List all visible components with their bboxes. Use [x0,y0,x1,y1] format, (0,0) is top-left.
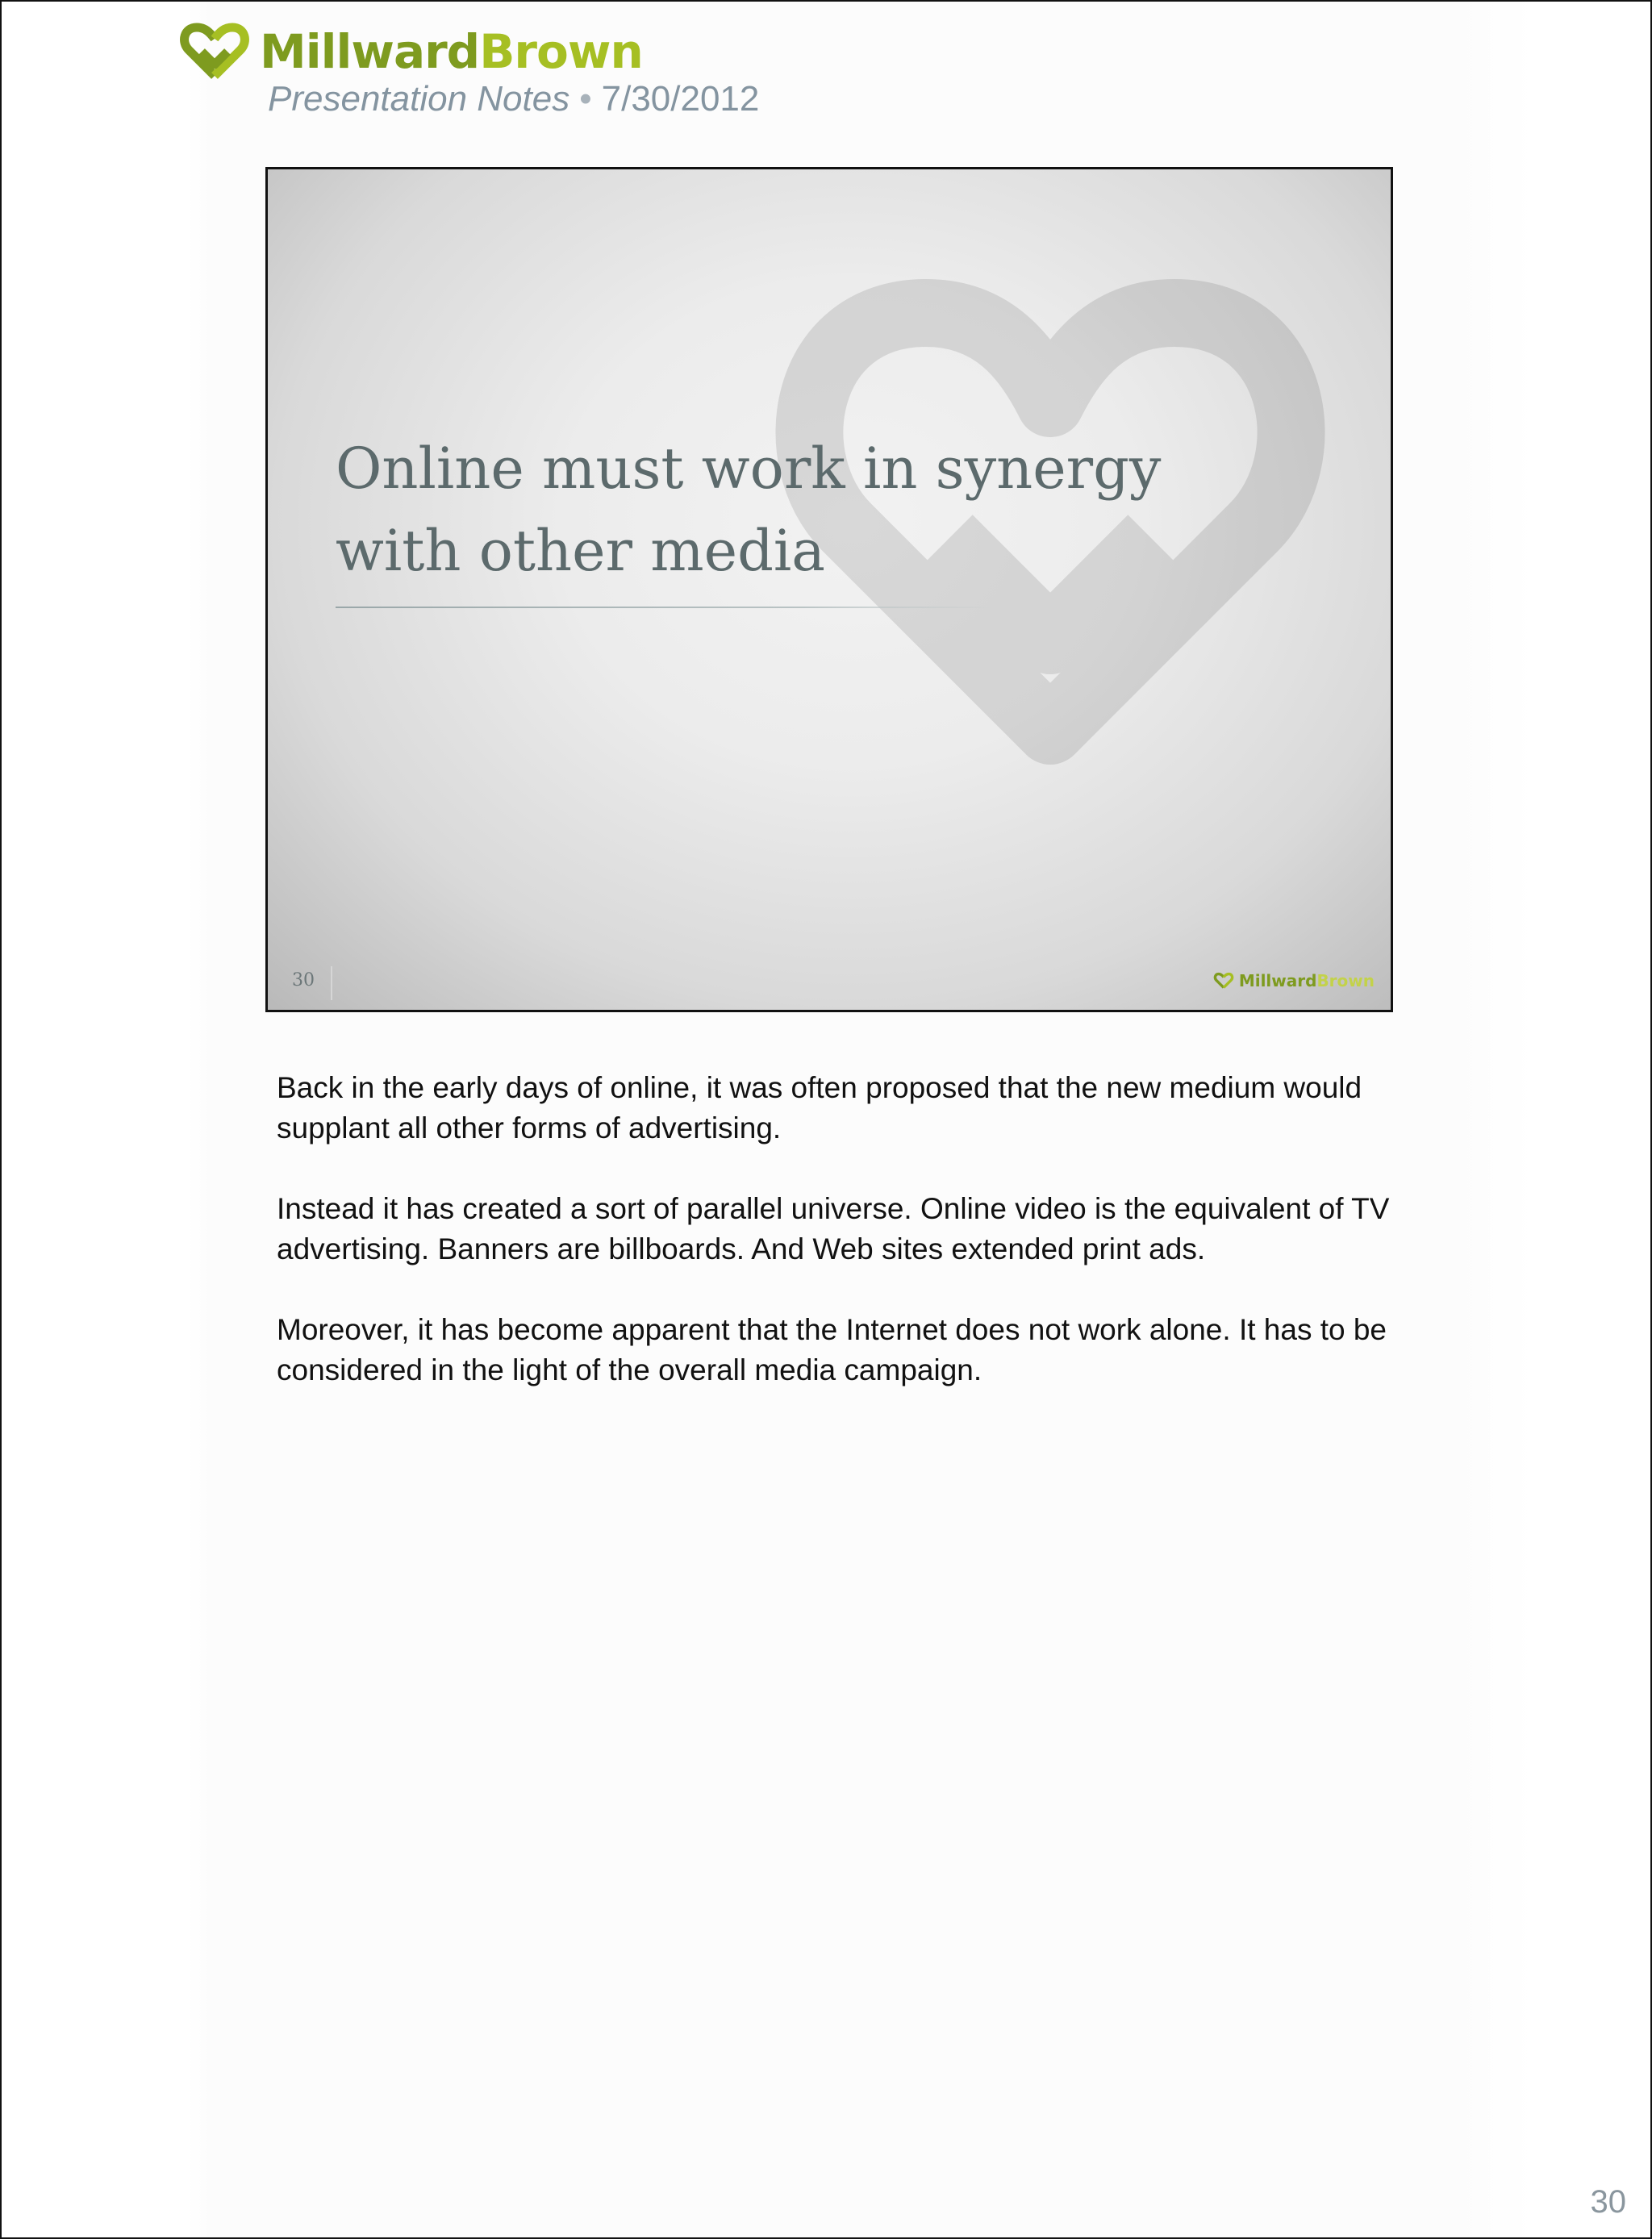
slide-title [336,427,1304,592]
presentation-header [268,79,759,119]
header-label: Presentation Notes [268,79,570,119]
page-number: 30 [1590,2184,1626,2220]
millwardbrown-heart-logo-icon [177,19,252,84]
header-date: 7/30/2012 [601,79,760,119]
notes-paragraph: Back in the early days of online, it was often proposed that the new medium would supplant all other forms of advertising. [277,1071,1362,1145]
slide-number-divider [331,966,332,1000]
header-separator: • [579,79,592,119]
slide-thumbnail [265,167,1393,1012]
slide-title-line2: with other media [336,518,825,584]
slide-title-line1: Online must work in synergy [336,436,1162,502]
brand-logo [177,19,643,84]
slide-number: 30 [292,970,315,990]
speaker-notes [277,1068,1390,1431]
slide-divider [336,607,997,608]
slide-logo-part2: Brown [1316,971,1375,990]
slide-brand-logo [1213,971,1375,990]
brand-name-part1: Millward [260,24,480,79]
notes-paragraph: Instead it has created a sort of parallel universe. Online video is the equivalent of TV advertising. Banners are billboards. And Web sites extended print ads. [277,1192,1390,1265]
notes-paragraph: Moreover, it has become apparent that the Internet does not work alone. It has to be considered in the light of the overall media campaign. [277,1313,1387,1386]
brand-name-part2: Brown [479,24,643,79]
slide-logo-part1: Millward [1238,971,1317,990]
brand-wordmark [260,19,643,84]
millwardbrown-heart-logo-icon [1213,971,1234,990]
